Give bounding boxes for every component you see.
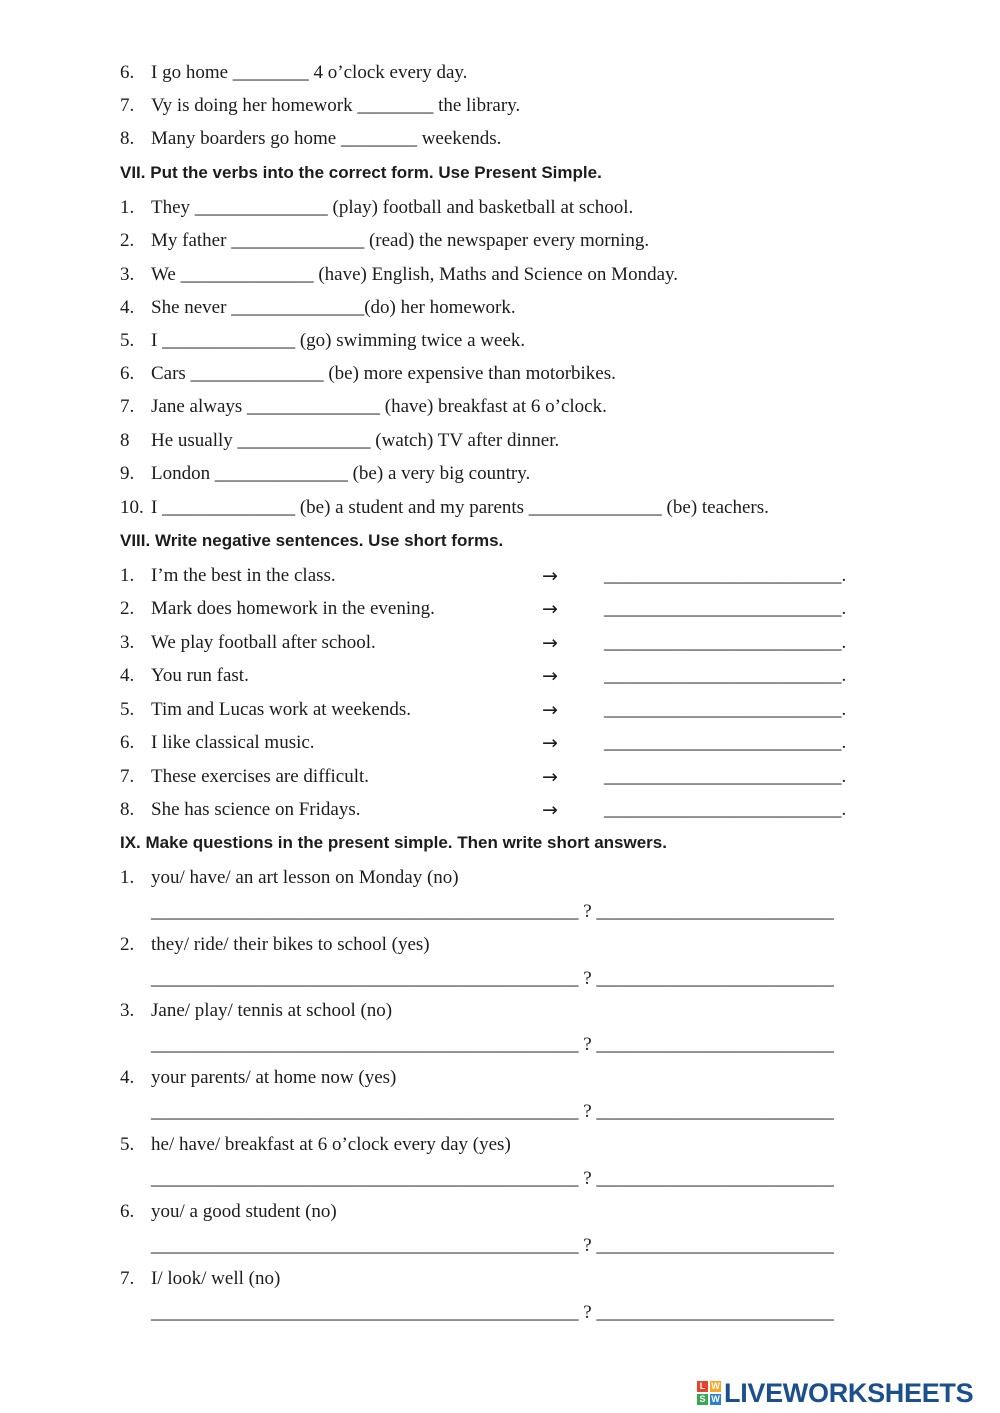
question-prompt: they/ ride/ their bikes to school (yes) [151, 934, 430, 955]
exercise-sentence: These exercises are difficult. [151, 766, 370, 787]
exercise-sentence: Many boarders go home ________ weekends. [151, 128, 502, 149]
logo-text: LIVEWORKSHEETS [724, 1377, 974, 1408]
item-number: 8. [120, 128, 135, 149]
answer-blank[interactable]: _________________________. [604, 699, 847, 720]
exercise-sentence: Jane always ______________ (have) breakfast at 6 o’clock. [151, 396, 607, 417]
question-prompt: you/ a good student (no) [151, 1201, 337, 1222]
arrow-icon: → [542, 766, 558, 788]
item-number: 1. [120, 197, 135, 218]
exercise-sentence: Cars ______________ (be) more expensive than motorbikes. [151, 363, 616, 384]
item-number: 5. [120, 699, 135, 720]
item-number: 2. [120, 598, 135, 619]
question-prompt: Jane/ play/ tennis at school (no) [151, 1000, 393, 1021]
section-viii-heading: VIII. Write negative sentences. Use short forms. [120, 531, 504, 550]
arrow-icon: → [542, 799, 558, 821]
answer-line[interactable]: _____________________________________________ ? _________________________ [151, 1302, 834, 1323]
answer-line[interactable]: _____________________________________________ ? _________________________ [151, 1034, 834, 1055]
item-number: 7. [120, 396, 135, 417]
item-number: 7. [120, 766, 135, 787]
item-number: 5. [120, 1134, 135, 1155]
item-number: 2. [120, 934, 135, 955]
exercise-sentence: I go home ________ 4 o’clock every day. [151, 62, 468, 83]
arrow-icon: → [542, 699, 558, 721]
question-prompt: your parents/ at home now (yes) [151, 1067, 397, 1088]
item-number: 2. [120, 230, 135, 251]
arrow-icon: → [542, 665, 558, 687]
exercise-sentence: She never ______________(do) her homework. [151, 297, 516, 318]
question-prompt: he/ have/ breakfast at 6 o’clock every day (yes) [151, 1134, 511, 1155]
answer-blank[interactable]: _________________________. [604, 665, 847, 686]
arrow-icon: → [542, 565, 558, 587]
answer-line[interactable]: _____________________________________________ ? _________________________ [151, 901, 834, 922]
answer-line[interactable]: _____________________________________________ ? _________________________ [151, 1235, 834, 1256]
answer-blank[interactable]: _________________________. [604, 799, 847, 820]
answer-blank[interactable]: _________________________. [604, 732, 847, 753]
exercise-sentence: Vy is doing her homework ________ the library. [151, 95, 521, 116]
exercise-sentence: Mark does homework in the evening. [151, 598, 435, 619]
exercise-sentence: I ______________ (be) a student and my parents ______________ (be) teachers. [151, 497, 769, 518]
item-number: 4. [120, 1067, 135, 1088]
item-number: 6. [120, 62, 135, 83]
item-number: 8. [120, 799, 135, 820]
exercise-sentence: Tim and Lucas work at weekends. [151, 699, 411, 720]
item-number: 10. [120, 497, 144, 518]
exercise-sentence: She has science on Fridays. [151, 799, 361, 820]
answer-line[interactable]: _____________________________________________ ? _________________________ [151, 1168, 834, 1189]
item-number: 3. [120, 264, 135, 285]
exercise-sentence: He usually ______________ (watch) TV after dinner. [151, 430, 560, 451]
arrow-icon: → [542, 598, 558, 620]
answer-blank[interactable]: _________________________. [604, 632, 847, 653]
answer-blank[interactable]: _________________________. [604, 598, 847, 619]
item-number: 5. [120, 330, 135, 351]
section-vii-heading: VII. Put the verbs into the correct form. Use Present Simple. [120, 163, 602, 182]
exercise-sentence: London ______________ (be) a very big country. [151, 463, 531, 484]
logo-icon [697, 1381, 721, 1405]
item-number: 6. [120, 732, 135, 753]
answer-blank[interactable]: _________________________. [604, 565, 847, 586]
logo-tile: W [711, 1394, 720, 1404]
exercise-sentence: We ______________ (have) English, Maths and Science on Monday. [151, 264, 679, 285]
item-number: 6. [120, 1201, 135, 1222]
liveworksheets-logo[interactable] [697, 1376, 973, 1410]
item-number: 7. [120, 95, 135, 116]
item-number: 3. [120, 1000, 135, 1021]
section-ix-heading: IX. Make questions in the present simple. Then write short answers. [120, 833, 667, 852]
exercise-sentence: I’m the best in the class. [151, 565, 336, 586]
exercise-sentence: You run fast. [151, 665, 249, 686]
exercise-sentence: They ______________ (play) football and basketball at school. [151, 197, 634, 218]
item-number: 8 [120, 430, 130, 451]
item-number: 9. [120, 463, 135, 484]
exercise-sentence: We play football after school. [151, 632, 376, 653]
logo-tile: W [711, 1381, 720, 1391]
answer-line[interactable]: _____________________________________________ ? _________________________ [151, 1101, 834, 1122]
item-number: 4. [120, 297, 135, 318]
logo-tile: S [697, 1394, 708, 1405]
answer-line[interactable]: _____________________________________________ ? _________________________ [151, 968, 834, 989]
item-number: 1. [120, 867, 135, 888]
item-number: 3. [120, 632, 135, 653]
item-number: 1. [120, 565, 135, 586]
answer-blank[interactable]: _________________________. [604, 766, 847, 787]
item-number: 4. [120, 665, 135, 686]
exercise-sentence: I ______________ (go) swimming twice a week. [151, 330, 526, 351]
exercise-sentence: My father ______________ (read) the newspaper every morning. [151, 230, 650, 251]
item-number: 6. [120, 363, 135, 384]
item-number: 7. [120, 1268, 135, 1289]
arrow-icon: → [542, 632, 558, 654]
exercise-sentence: I like classical music. [151, 732, 315, 753]
question-prompt: I/ look/ well (no) [151, 1268, 281, 1289]
arrow-icon: → [542, 732, 558, 754]
logo-tile: L [697, 1381, 708, 1392]
question-prompt: you/ have/ an art lesson on Monday (no) [151, 867, 459, 888]
